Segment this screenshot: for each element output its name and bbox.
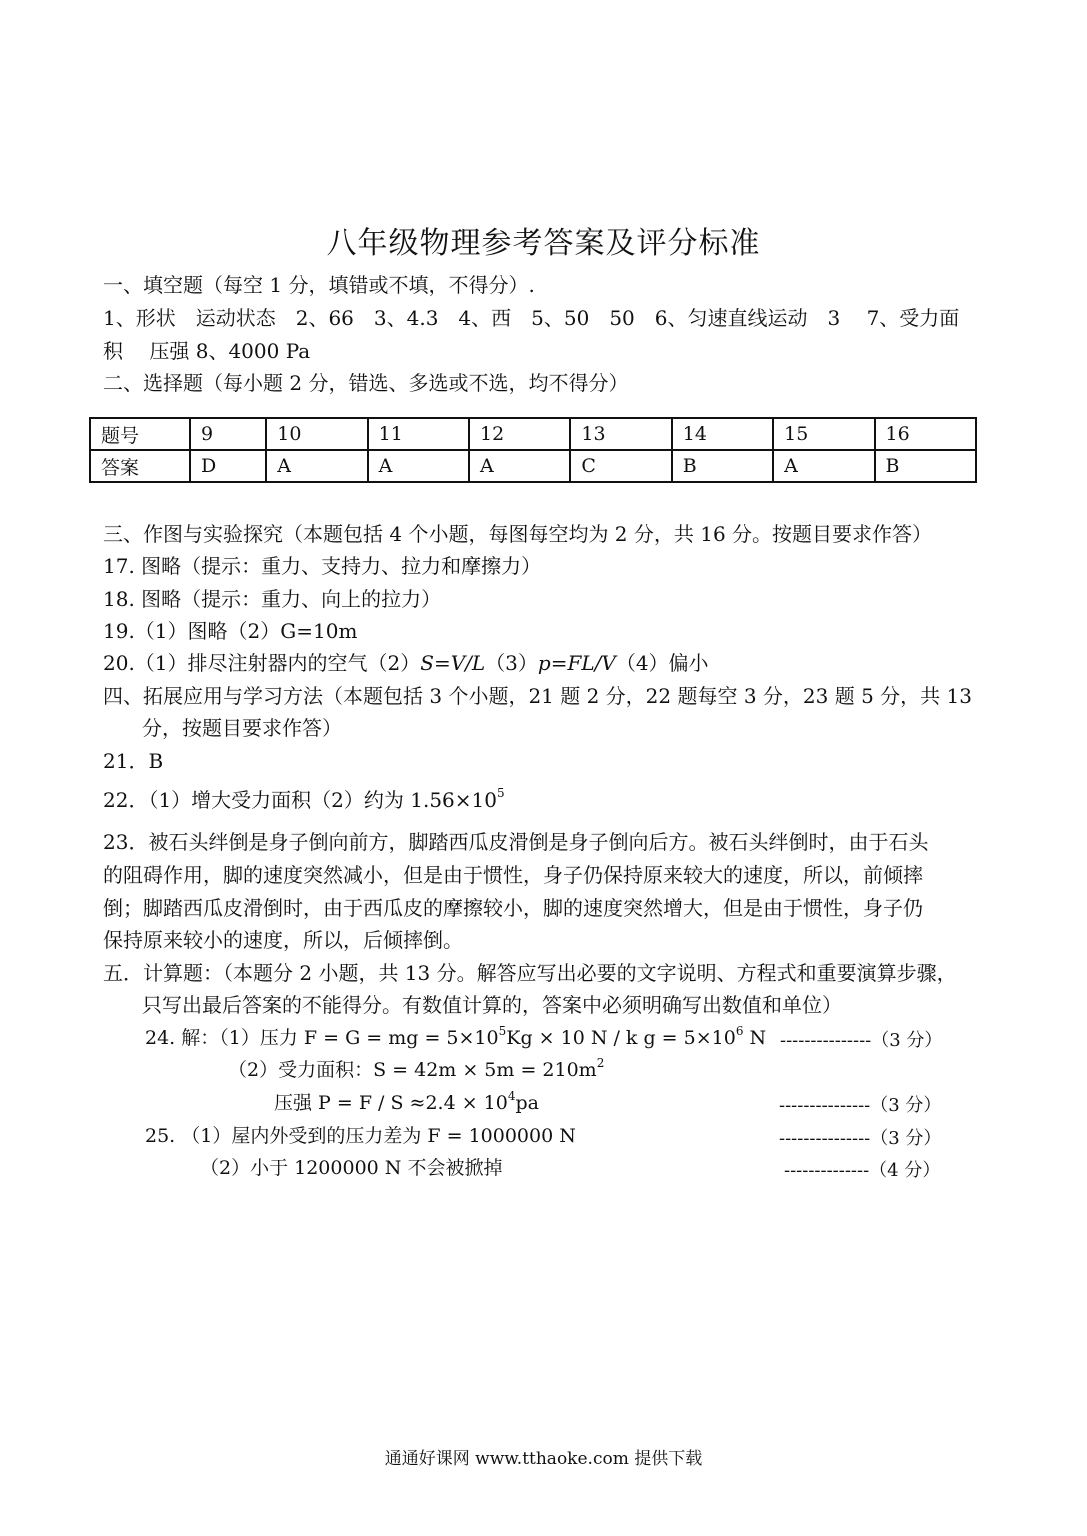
answer-22-exponent: 5 [497,786,505,801]
answer-24-text-2: Kg × 10 N / k g = 5×10 [506,1027,736,1049]
answer-22 [103,786,505,814]
answer-24-exponent-2: 6 [735,1023,744,1038]
row-header-question: 题号 [90,418,190,450]
answer-23-line-3: 倒；脚踏西瓜皮滑倒时，由于西瓜皮的摩擦较小，脚的速度突然增大，但是由于惯性，身子仍 [103,896,923,920]
question-cell: 14 [672,418,773,450]
question-cell: 10 [266,418,367,450]
answer-24-text-1: 24. 解：（1）压力 F = G = mg = 5×10 [145,1027,499,1049]
section-2-heading: 二、选择题（每小题 2 分，错选、多选或不选，均不得分） [103,371,629,395]
answer-20-formula-s: S=V/L [420,651,486,675]
answer-20-formula-p: p=FL/V [537,651,616,675]
section-5-heading-line-1: 五．计算题：（本题分 2 小题，共 13 分。解答应写出必要的文字说明、方程式和重要演算步骤， [103,961,957,985]
answer-24-pressure-unit: pa [515,1092,539,1114]
answer-24-exponent-1: 5 [498,1023,507,1038]
answer-20 [103,649,709,677]
question-cell: 15 [773,418,874,450]
answer-17: 17. 图略（提示：重力、支持力、拉力和摩擦力） [103,554,542,578]
answer-20-part-1: 20.（1）排尽注射器内的空气（2） [103,651,421,675]
answer-24-area-text: （2）受力面积：S = 42m × 5m = 210m [228,1059,597,1081]
footer-source-note: 通通好课网 www.tthaoke.com 提供下载 [384,1449,703,1469]
answer-23-line-1: 23．被石头绊倒是身子倒向前方，脚踏西瓜皮滑倒是身子倒向后方。被石头绊倒时，由于石头 [103,830,929,854]
question-cell: 11 [368,418,469,450]
answer-20-part-4: （4）偏小 [615,651,709,675]
page-title: 八年级物理参考答案及评分标准 [326,226,761,261]
answer-24-score-1: ---------------（3 分） [780,1030,943,1051]
answer-cell: B [672,450,773,482]
answer-18: 18. 图略（提示：重力、向上的拉力） [103,587,442,611]
answer-23-line-2: 的阻碍作用，脚的速度突然减小，但是由于惯性，身子仍保持原来较大的速度，所以，前倾摔 [103,863,923,887]
answer-cell: A [368,450,469,482]
answer-25-score-2: --------------（4 分） [784,1160,941,1181]
answer-cell: B [875,450,976,482]
answer-cell: A [773,450,874,482]
answer-cell: A [469,450,570,482]
question-cell: 12 [469,418,570,450]
answer-25-part-1: 25. （1）屋内外受到的压力差为 F = 1000000 N [145,1125,576,1147]
answer-22-text: 22．（1）增大受力面积（2）约为 1.56×10 [103,788,497,812]
question-cell: 13 [570,418,671,450]
table-row-question-numbers [90,418,976,450]
answer-24-score-2: ---------------（3 分） [779,1095,942,1116]
answer-24-text-3: N [743,1027,767,1049]
answer-24-pressure-force [145,1024,766,1052]
section-5-heading-line-2: 只写出最后答案的不能得分。有数值计算的，答案中必须明确写出数值和单位） [142,993,842,1017]
answer-19: 19.（1）图略（2）G=10m [103,619,358,643]
question-cell: 9 [190,418,266,450]
answer-24-pressure [274,1089,539,1117]
answer-25-score-1: ---------------（3 分） [779,1128,942,1149]
section-4-heading-line-2: 分，按题目要求作答） [142,716,342,740]
answer-21: 21．B [103,749,164,773]
section-1-heading: 一、填空题（每空 1 分，填错或不填，不得分）. [103,273,535,297]
answer-cell: D [190,450,266,482]
answer-24-pressure-exponent: 4 [507,1088,516,1103]
answer-20-part-3: （3） [485,651,538,675]
table-row-answers [90,450,976,482]
section-3-heading: 三、作图与实验探究（本题包括 4 个小题，每图每空均为 2 分，共 16 分。按题目要求作答） [103,522,933,546]
section-4-heading-line-1: 四、拓展应用与学习方法（本题包括 3 个小题，21 题 2 分，22 题每空 3 分，23 题 5 分，共 13 [103,684,972,708]
answer-cell: C [570,450,671,482]
answer-24-pressure-text: 压强 P = F / S ≈2.4 × 10 [274,1092,508,1114]
multiple-choice-answer-table [89,417,977,483]
question-cell: 16 [875,418,976,450]
section-1-answers-line-2: 积 压强 8、4000 Pa [103,339,311,363]
answer-25-part-2: （2）小于 1200000 N 不会被掀掉 [200,1157,503,1179]
section-1-answers-line-1: 1、形状 运动状态 2、66 3、4.3 4、西 5、50 50 6、匀速直线运动 3 7、受力面 [103,306,960,330]
answer-cell: A [266,450,367,482]
answer-23-line-4: 保持原来较小的速度，所以，后倾摔倒。 [103,928,463,952]
answer-24-area [228,1056,604,1084]
row-header-answer: 答案 [90,450,190,482]
answer-24-area-exponent: 2 [596,1055,605,1070]
